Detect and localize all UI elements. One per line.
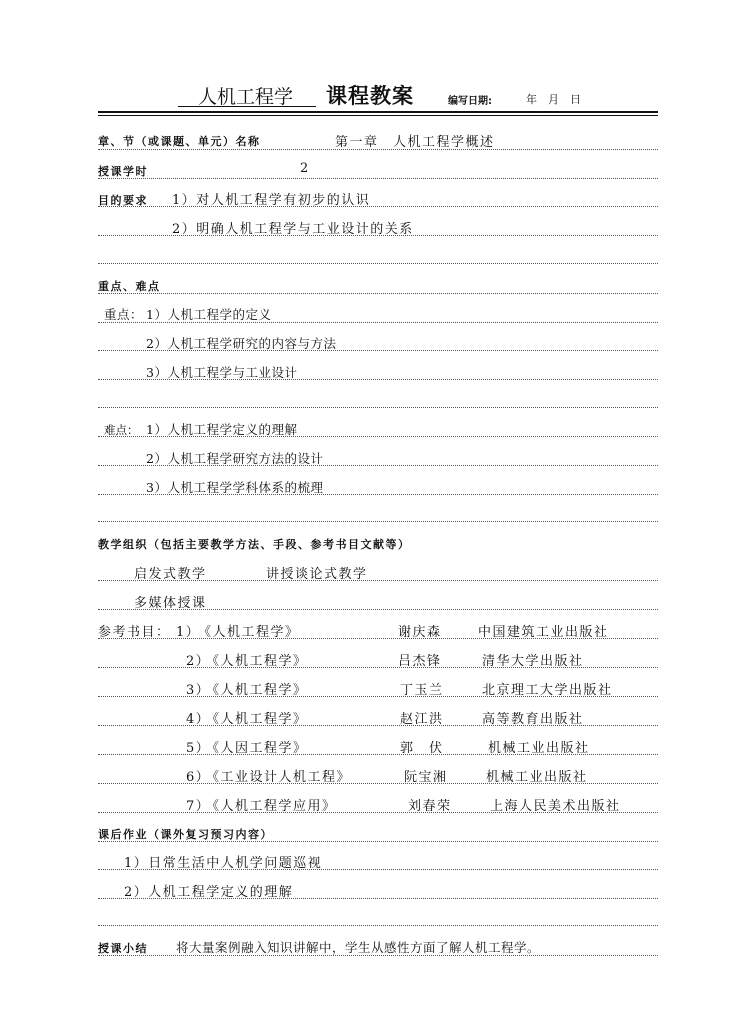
hours-label: 授课学时 (98, 165, 148, 178)
row-line (98, 898, 658, 899)
course-name: 人机工程学 (198, 86, 294, 108)
difficulty-prefix: 难点： (104, 423, 139, 437)
row-line (98, 235, 658, 236)
reference-no: 2） (186, 654, 211, 669)
page-title: 课程教案 (326, 84, 414, 108)
reference-no: 4） (186, 712, 211, 727)
organization-label: 教学组织（包括主要教学方法、手段、参考书目文献等） (98, 538, 411, 551)
reference-publisher: 清华大学出版社 (482, 654, 584, 669)
focus-item: 1）人机工程学的定义 (146, 307, 272, 322)
course-underline (178, 106, 316, 107)
difficulty-item: 1）人机工程学定义的理解 (146, 422, 298, 437)
row-line (98, 754, 658, 755)
row-line (98, 725, 658, 726)
reference-title: 《人机工程学应用》 (206, 799, 337, 814)
homework-label: 课后作业（课外复习预习内容） (98, 828, 273, 841)
reference-title: 《人机工程学》 (206, 683, 308, 698)
reference-no: 7） (186, 799, 211, 814)
row-line (98, 293, 658, 294)
row-line (98, 696, 658, 697)
row-line (98, 812, 658, 813)
reference-no: 6） (186, 770, 211, 785)
references-label: 参考书目： (98, 625, 171, 640)
reference-author: 赵江洪 (400, 712, 444, 727)
reference-publisher: 机械工业出版社 (486, 770, 588, 785)
row-line (98, 925, 658, 926)
reference-no: 3） (186, 683, 211, 698)
reference-title: 《人机工程学》 (206, 712, 308, 727)
method-item: 多媒体授课 (134, 596, 207, 611)
focus-item: 3）人机工程学与工业设计 (146, 365, 298, 380)
row-line (98, 869, 658, 870)
reference-title: 《工业设计人机工程》 (206, 770, 352, 785)
row-line (98, 783, 658, 784)
row-line (98, 667, 658, 668)
row-line (98, 580, 658, 581)
difficulty-item: 2）人机工程学研究方法的设计 (146, 451, 324, 466)
row-line (98, 322, 658, 323)
chapter-value: 第一章 人机工程学概述 (335, 135, 495, 150)
row-line (98, 465, 658, 466)
header (0, 0, 730, 120)
date-year: 年 (526, 93, 537, 106)
row-line (98, 638, 658, 639)
row-line (98, 609, 658, 610)
hours-value: 2 (300, 161, 310, 176)
row-line (98, 178, 658, 179)
row-line (98, 407, 658, 408)
row-line (98, 206, 658, 207)
date-month: 月 (548, 93, 559, 106)
row-line (98, 436, 658, 437)
reference-publisher: 机械工业出版社 (488, 741, 590, 756)
row-line (98, 149, 658, 150)
row-line (98, 494, 658, 495)
reference-author: 吕杰锋 (398, 654, 442, 669)
reference-author: 刘春荣 (408, 799, 452, 814)
reference-author: 丁玉兰 (400, 683, 444, 698)
reference-publisher: 上海人民美术出版社 (490, 799, 621, 814)
summary-value: 将大量案例融入知识讲解中，学生从感性方面了解人机工程学。 (176, 940, 541, 955)
chapter-label: 章、节（或课题、单元）名称 (98, 135, 261, 148)
reference-author: 谢庆森 (398, 625, 442, 640)
reference-no: 5） (186, 741, 211, 756)
reference-title: 《人因工程学》 (206, 741, 308, 756)
difficulty-item: 3）人机工程学学科体系的梳理 (146, 480, 324, 495)
method-item: 讲授谈论式教学 (266, 567, 368, 582)
row-line (98, 379, 658, 380)
summary-label: 授课小结 (98, 942, 148, 955)
reference-publisher: 中国建筑工业出版社 (478, 625, 609, 640)
objectives-label: 目的要求 (98, 194, 148, 207)
objective-item: 1）对人机工程学有初步的认识 (172, 193, 371, 208)
homework-item: 1）日常生活中人机学问题巡视 (124, 856, 323, 871)
row-line (98, 263, 658, 264)
objective-item: 2）明确人机工程学与工业设计的关系 (172, 222, 414, 237)
date-day: 日 (570, 93, 581, 106)
key-points-label: 重点、难点 (98, 280, 161, 293)
row-line (98, 955, 658, 956)
reference-publisher: 北京理工大学出版社 (482, 683, 613, 698)
row-line (98, 841, 658, 842)
reference-title: 《人机工程学》 (198, 625, 300, 640)
reference-title: 《人机工程学》 (206, 654, 308, 669)
reference-publisher: 高等教育出版社 (482, 712, 584, 727)
focus-item: 2）人机工程学研究的内容与方法 (146, 336, 337, 351)
row-line (98, 521, 658, 522)
header-rule-thick (98, 111, 658, 113)
row-line (98, 350, 658, 351)
reference-no: 1） (176, 625, 201, 640)
homework-item: 2）人机工程学定义的理解 (124, 885, 294, 900)
focus-prefix: 重点： (104, 307, 144, 322)
header-rule-thin (98, 115, 658, 116)
reference-author: 阮宝湘 (404, 770, 448, 785)
date-label: 编写日期: (448, 96, 492, 107)
method-item: 启发式教学 (134, 567, 207, 582)
reference-author: 郭 伏 (400, 741, 444, 756)
